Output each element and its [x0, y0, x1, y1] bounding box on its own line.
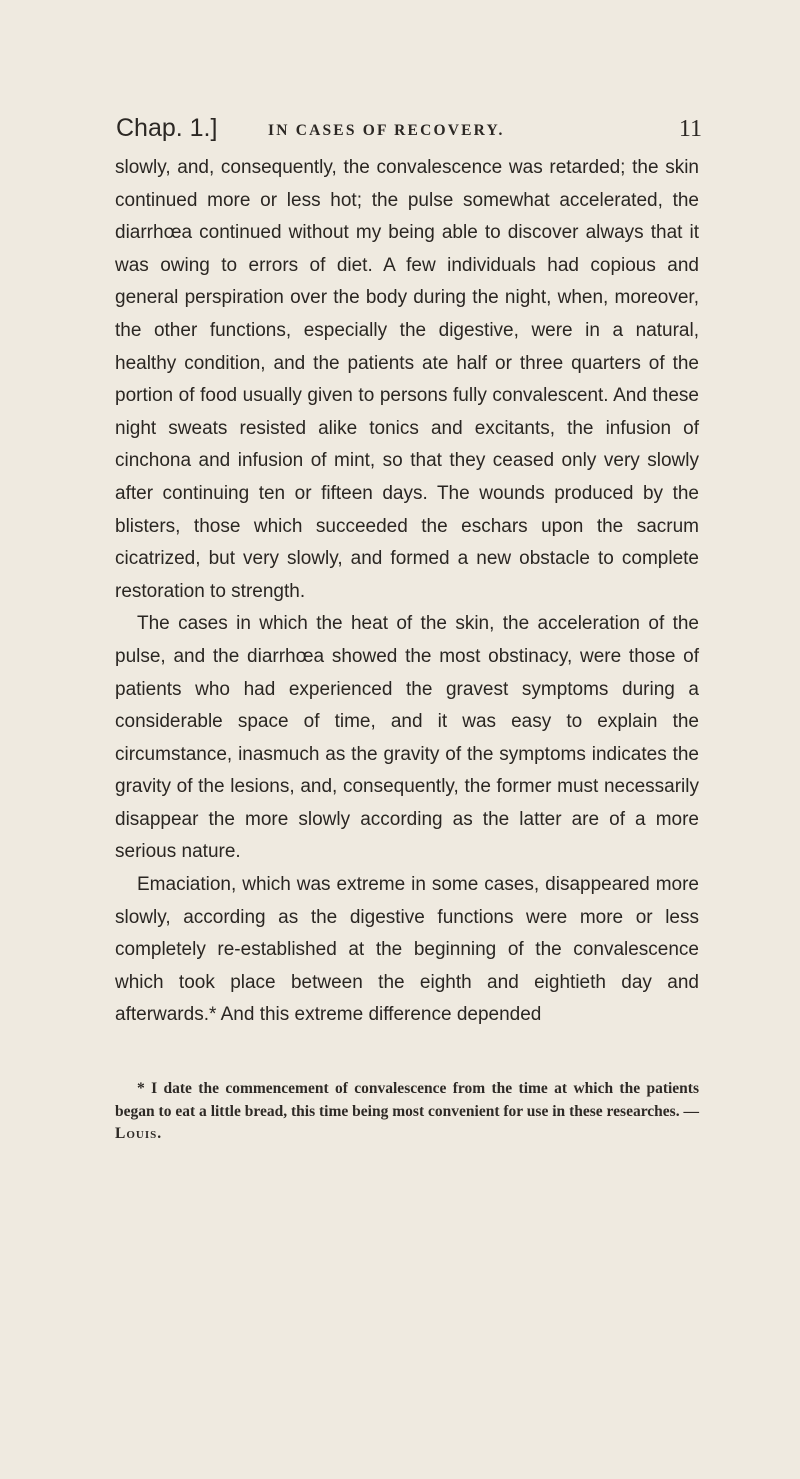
footnote-text: * I date the commencement of convalescence from the time at which the patients began to eat a little bread, this time being most convenient for use in these researches. — — [115, 1080, 699, 1120]
paragraph-2: The cases in which the heat of the skin, the acceleration of the pulse, and the diarrhœa showed the most obstinacy, were those of patients who had experienced the gravest symptoms during a considerable space of time, and it was easy to explain the circumstance, inasmuch as the gravity of the symptoms indicates the gravity of the lesions, and, consequently, the former must necessarily disappear the more slowly according as the latter are of a more serious nature. — [115, 613, 699, 863]
footnote — [115, 1078, 699, 1146]
running-head — [116, 114, 702, 148]
page-number: 11 — [678, 116, 702, 142]
running-title: IN CASES OF RECOVERY. — [268, 122, 505, 139]
paragraph-1: slowly, and, consequently, the convalescence was retarded; the skin continued more or less hot; the pulse somewhat accelerated, the diarrhœa continued without my being able to discover always that it was owing to errors of diet. A few individuals had copious and general perspiration over the body during the night, when, moreover, the other functions, especially the digestive, were in a natural, healthy condition, and the patients ate half or three quarters of the portion of food usually given to persons fully convalescent. And these night sweats resisted alike tonics and excitants, the infusion of cinchona and infusion of mint, so that they ceased only very slowly after continuing ten or fifteen days. The wounds produced by the blisters, those which succeeded the eschars upon the sacrum cicatrized, but very slowly, and formed a new obstacle to complete restoration to strength. — [115, 157, 699, 602]
footnote-author: Louis. — [115, 1125, 163, 1142]
chapter-label: Chap. 1.] — [116, 114, 218, 142]
paragraph-3: Emaciation, which was extreme in some cases, disappeared more slowly, according as the digestive functions were more or less completely re-established at the beginning of the convalescence which took place between the eighth and eightieth day and afterwards.* And this extreme difference depended — [115, 874, 699, 1026]
body-text — [115, 152, 699, 1032]
